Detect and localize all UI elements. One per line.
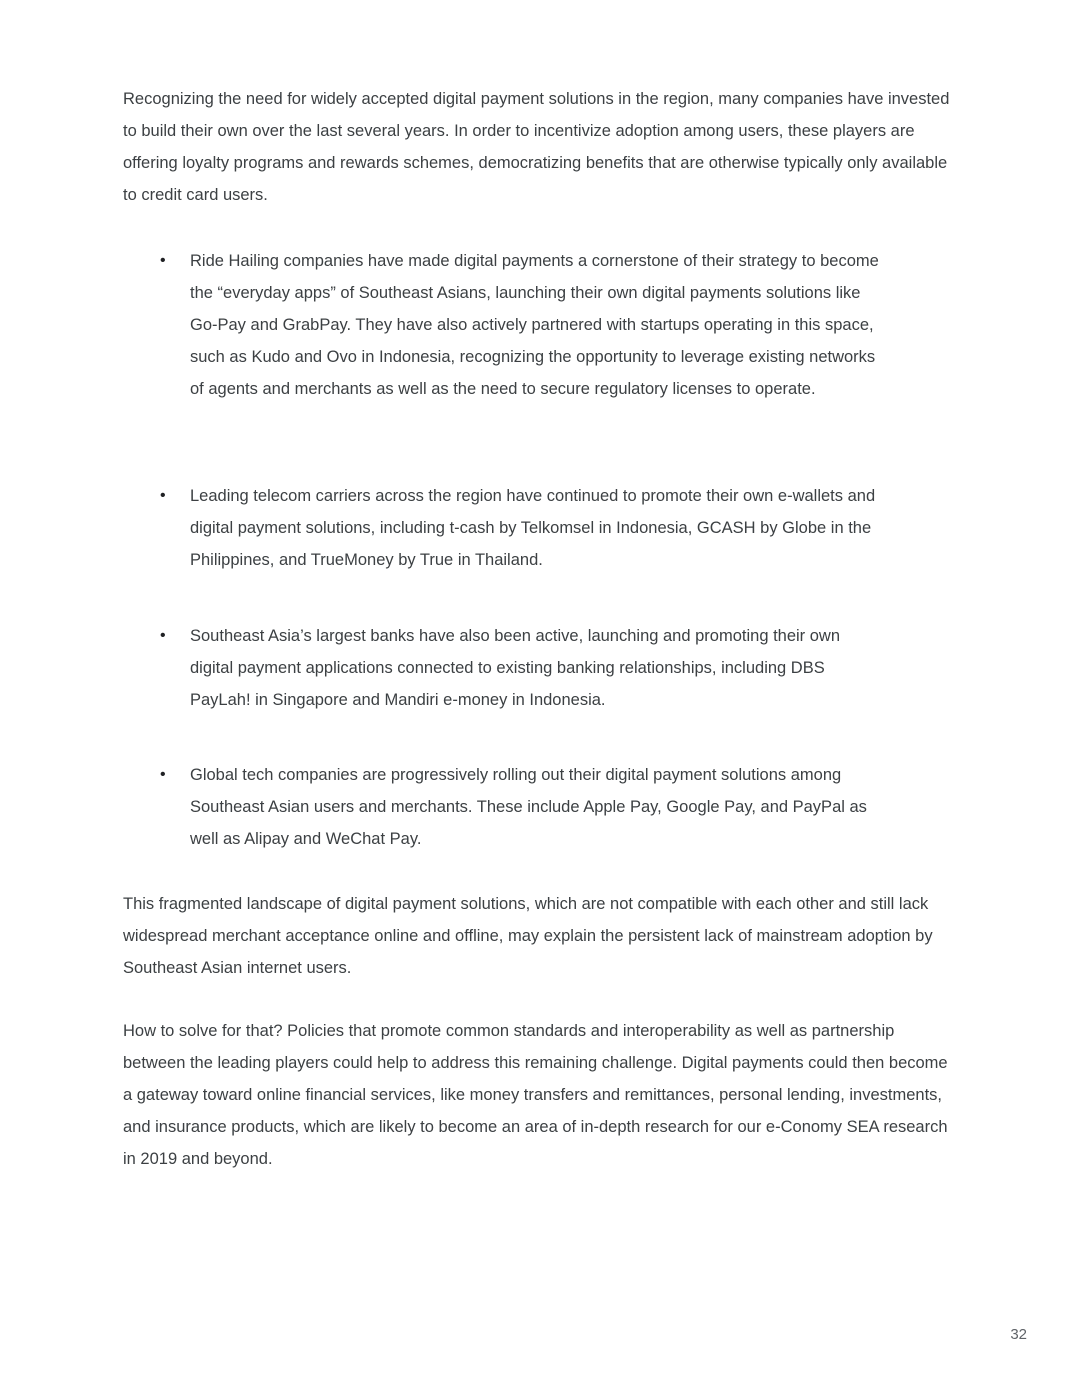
list-item-text: Ride Hailing companies have made digital payments a cornerstone of their strategy to become the “everyday apps” of Southeast Asians, launching their own digital payments solutions like Go-Pay and GrabPay. They have also actively partnered with startups operating in this space, such as Kudo and Ovo in Indonesia, recognizing the opportunity to leverage existing networks of agents and merchants as well as the need to secure regulatory licenses to operate. <box>190 252 879 398</box>
bullet-icon: • <box>160 252 166 269</box>
page-number: 32 <box>1010 1326 1027 1343</box>
list-item <box>160 245 880 405</box>
list-item <box>160 480 880 576</box>
bullet-icon: • <box>160 627 166 644</box>
fragmented-landscape-paragraph: This fragmented landscape of digital payment solutions, which are not compatible with each other and still lack widespread merchant acceptance online and offline, may explain the persistent lack of mainstream adoption by Southeast Asian internet users. <box>123 895 933 977</box>
list-item-text: Leading telecom carriers across the region have continued to promote their own e-wallets and digital payment solutions, including t-cash by Telkomsel in Indonesia, GCASH by Globe in the Philippines, and TrueMoney by True in Thailand. <box>190 487 876 569</box>
bullet-icon: • <box>160 766 166 783</box>
list-item <box>160 620 880 716</box>
solution-paragraph: How to solve for that? Policies that promote common standards and interoperability as well as partnership between the leading players could help to address this remaining challenge. Digital payments could then become a gateway toward online financial services, like money transfers and remittances, personal lending, investments, and insurance products, which are likely to become an area of in-depth research for our e-Conomy SEA research in 2019 and beyond. <box>123 1022 948 1168</box>
list-item <box>160 759 880 855</box>
list-item-text: Global tech companies are progressively rolling out their digital payment solutions among Southeast Asian users and merchants. These include Apple Pay, Google Pay, and PayPal as well as Alipay and WeChat Pay. <box>190 766 867 848</box>
list-item-text: Southeast Asia’s largest banks have also been active, launching and promoting their own digital payment applications connected to existing banking relationships, including DBS PayLah! in Singapore and Mandiri e-money in Indonesia. <box>190 627 841 709</box>
bullet-icon: • <box>160 487 166 504</box>
intro-paragraph: Recognizing the need for widely accepted digital payment solutions in the region, many companies have invested to build their own over the last several years. In order to incentivize adoption among users, these players are offering loyalty programs and rewards schemes, democratizing benefits that are otherwise typically only available to credit card users. <box>123 90 950 204</box>
